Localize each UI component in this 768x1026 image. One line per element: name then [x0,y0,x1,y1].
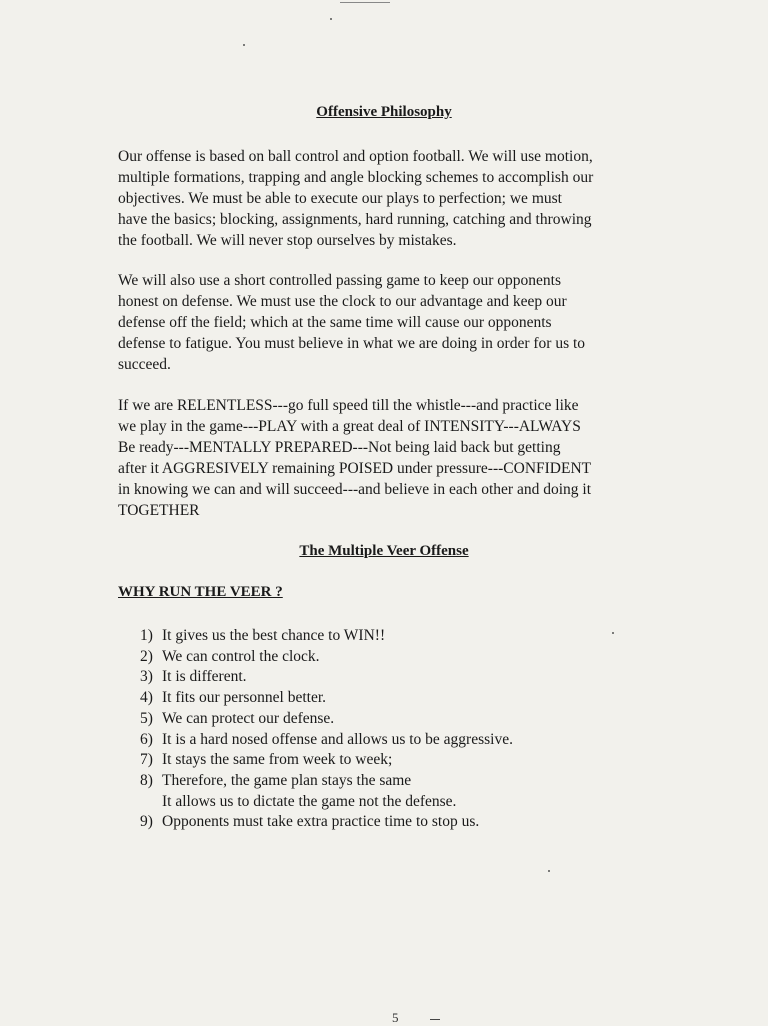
list-number: 5) [140,709,153,727]
offensive-philosophy-heading: Offensive Philosophy [316,104,452,120]
scan-artifact-line [430,1019,440,1020]
list-item [140,667,640,688]
scan-speck [612,632,614,634]
paragraph-line: objectives. We must be able to execute our plays to perfection; we must [118,190,562,207]
list-number: 9) [140,813,153,831]
scan-speck [330,18,332,20]
list-number: 1) [140,627,153,644]
paragraph-line: Be ready---MENTALLY PREPARED---Not being laid back but getting [118,439,561,456]
list-item [140,812,640,833]
list-item [140,750,640,771]
list-text: Opponents must take extra practice time to stop us. [162,813,480,831]
scan-speck [548,870,550,872]
list-text: It allows us to dictate the game not the defense. [162,792,457,810]
paragraph-ball-control [118,146,654,251]
list-number: 7) [140,751,153,769]
paragraph-line: defense to fatigue. You must believe in what we are doing in order for us to [118,335,586,352]
paragraph-line: Our offense is based on ball control and option football. We will use motion, [118,148,593,165]
paragraph-line: succeed. [118,356,171,373]
list-text: It stays the same from week to week; [162,751,393,769]
list-number: 6) [140,730,153,748]
list-number: 3) [140,668,153,686]
list-text: It is different. [162,668,247,686]
list-text: It is a hard nosed offense and allows us to be aggressive. [162,730,513,748]
reasons-list [140,626,640,833]
paragraph-passing-game [118,270,654,375]
list-text: It gives us the best chance to WIN!! [162,627,386,644]
list-number: 4) [140,689,153,707]
multiple-veer-heading: The Multiple Veer Offense [299,543,469,559]
why-run-veer-heading: WHY RUN THE VEER ? [118,584,283,600]
page-number: 5 [392,1010,399,1025]
scan-artifact-line [340,2,390,3]
list-number: 2) [140,647,153,665]
paragraph-line: after it AGGRESIVELY remaining POISED under pressure---CONFIDENT [118,460,592,477]
list-item [140,626,640,647]
paragraph-line: have the basics; blocking, assignments, hard running, catching and throwing [118,211,592,228]
paragraph-line: in knowing we can and will succeed---and believe in each other and doing it [118,481,592,498]
list-item [140,647,640,668]
paragraph-line: defense off the field; which at the same time will cause our opponents [118,314,552,331]
list-text: We can protect our defense. [162,709,335,727]
list-item [140,688,640,709]
list-item [140,709,640,730]
list-item-continuation [140,792,640,813]
list-item [140,730,640,751]
paragraph-line: the football. We will never stop ourselves by mistakes. [118,232,457,249]
paragraph-line: If we are RELENTLESS---go full speed till the whistle---and practice like [118,397,579,414]
paragraph-line: honest on defense. We must use the clock to our advantage and keep our [118,293,567,310]
list-text: It fits our personnel better. [162,689,326,707]
list-text: Therefore, the game plan stays the same [162,771,412,789]
list-number: 8) [140,771,153,789]
paragraph-line: TOGETHER [118,502,200,519]
paragraph-line: we play in the game---PLAY with a great deal of INTENSITY---ALWAYS [118,418,581,435]
paragraph-line: multiple formations, trapping and angle blocking schemes to accomplish our [118,169,594,186]
list-item [140,771,640,792]
paragraph-relentless [118,395,654,521]
list-text: We can control the clock. [162,647,320,665]
paragraph-line: We will also use a short controlled passing game to keep our opponents [118,272,561,289]
scan-speck [243,44,245,46]
